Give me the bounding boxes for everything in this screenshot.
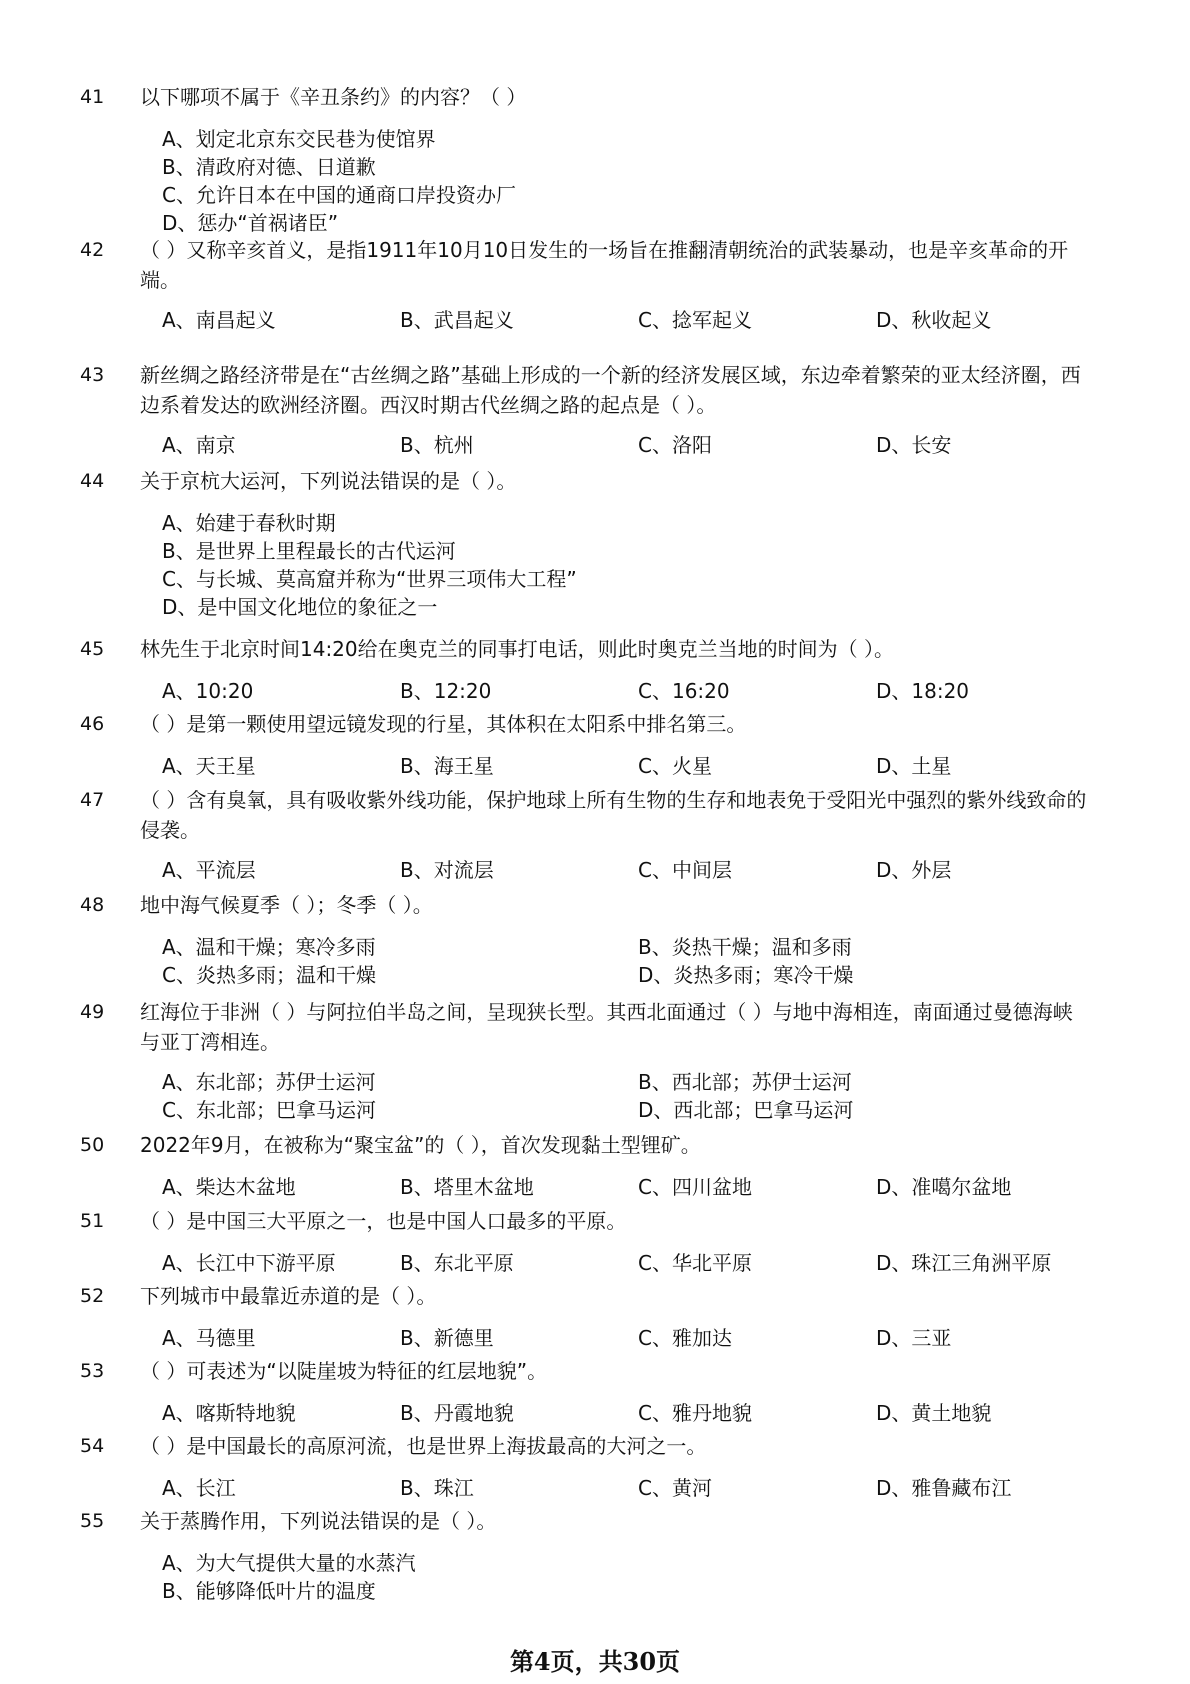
question-number: 55 <box>80 1510 105 1532</box>
option-b[interactable]: B、塔里木盆地 <box>400 1175 534 1199</box>
question-stem: 关于京杭大运河，下列说法错误的是（ ）。 <box>140 469 517 493</box>
option-d[interactable]: D、是中国文化地位的象征之一 <box>162 595 438 619</box>
question-stem: 关于蒸腾作用，下列说法错误的是（ ）。 <box>140 1509 497 1533</box>
option-c[interactable]: C、火星 <box>638 754 712 778</box>
question-number: 49 <box>80 1001 105 1023</box>
option-c[interactable]: C、雅丹地貌 <box>638 1401 752 1425</box>
option-b[interactable]: B、对流层 <box>400 858 494 882</box>
option-b[interactable]: B、新德里 <box>400 1326 494 1350</box>
option-d[interactable]: D、惩办“首祸诸臣” <box>162 211 339 235</box>
question-stem: （ ）含有臭氧，具有吸收紫外线功能，保护地球上所有生物的生存和地表免于受阳光中强烈的紫外线致命的侵袭。 <box>140 788 1087 842</box>
option-d[interactable]: D、炎热多雨；寒冷干燥 <box>638 963 854 987</box>
option-c[interactable]: C、16:20 <box>638 679 730 703</box>
option-b[interactable]: B、能够降低叶片的温度 <box>162 1579 376 1603</box>
option-c[interactable]: C、炎热多雨；温和干燥 <box>162 963 376 987</box>
option-d[interactable]: D、雅鲁藏布江 <box>876 1476 1012 1500</box>
option-b[interactable]: B、海王星 <box>400 754 494 778</box>
option-d[interactable]: D、秋收起义 <box>876 308 992 332</box>
option-b[interactable]: B、12:20 <box>400 679 492 703</box>
question-number: 46 <box>80 713 105 735</box>
option-c[interactable]: C、中间层 <box>638 858 732 882</box>
option-c[interactable]: C、黄河 <box>638 1476 712 1500</box>
option-d[interactable]: D、西北部；巴拿马运河 <box>638 1098 854 1122</box>
option-a[interactable]: A、划定北京东交民巷为使馆界 <box>162 127 436 151</box>
option-d[interactable]: D、外层 <box>876 858 952 882</box>
question-stem: 2022年9月，在被称为“聚宝盆”的（ ），首次发现黏土型锂矿。 <box>140 1133 701 1157</box>
question-number: 44 <box>80 470 105 492</box>
question-stem: 红海位于非洲（ ）与阿拉伯半岛之间，呈现狭长型。其西北面通过（ ）与地中海相连，南面通过曼德海峡与亚丁湾相连。 <box>140 1000 1073 1054</box>
option-a[interactable]: A、长江中下游平原 <box>162 1251 336 1275</box>
option-c[interactable]: C、捻军起义 <box>638 308 752 332</box>
option-a[interactable]: A、柴达木盆地 <box>162 1175 296 1199</box>
question-number: 51 <box>80 1210 105 1232</box>
option-d[interactable]: D、土星 <box>876 754 952 778</box>
option-a[interactable]: A、10:20 <box>162 679 254 703</box>
question-number: 53 <box>80 1360 105 1382</box>
question-number: 43 <box>80 364 105 386</box>
option-b[interactable]: B、武昌起义 <box>400 308 514 332</box>
option-c[interactable]: C、东北部；巴拿马运河 <box>162 1098 376 1122</box>
option-d[interactable]: D、黄土地貌 <box>876 1401 992 1425</box>
question-stem: 新丝绸之路经济带是在“古丝绸之路”基础上形成的一个新的经济发展区域，东边牵着繁荣的亚太经济圈，西边系着发达的欧洲经济圈。西汉时期古代丝绸之路的起点是（ ）。 <box>140 363 1081 417</box>
option-a[interactable]: A、温和干燥；寒冷多雨 <box>162 935 376 959</box>
question-stem: 林先生于北京时间14:20给在奥克兰的同事打电话，则此时奥克兰当地的时间为（ ）。 <box>140 637 894 661</box>
option-b[interactable]: B、西北部；苏伊士运河 <box>638 1070 852 1094</box>
option-b[interactable]: B、炎热干燥；温和多雨 <box>638 935 852 959</box>
option-b[interactable]: B、清政府对德、日道歉 <box>162 155 376 179</box>
option-d[interactable]: D、珠江三角洲平原 <box>876 1251 1052 1275</box>
option-c[interactable]: C、华北平原 <box>638 1251 752 1275</box>
page-footer: 第4页，共30页 <box>509 1647 681 1676</box>
question-stem: 下列城市中最靠近赤道的是（ ）。 <box>140 1284 437 1308</box>
option-c[interactable]: C、与长城、莫高窟并称为“世界三项伟大工程” <box>162 567 577 591</box>
question-number: 47 <box>80 789 105 811</box>
option-a[interactable]: A、为大气提供大量的水蒸汽 <box>162 1551 416 1575</box>
question-stem: （ ）是中国三大平原之一，也是中国人口最多的平原。 <box>140 1209 627 1233</box>
question-stem: 地中海气候夏季（ ）；冬季（ ）。 <box>140 893 433 917</box>
option-d[interactable]: D、准噶尔盆地 <box>876 1175 1012 1199</box>
option-a[interactable]: A、东北部；苏伊士运河 <box>162 1070 376 1094</box>
option-c[interactable]: C、允许日本在中国的通商口岸投资办厂 <box>162 183 516 207</box>
option-c[interactable]: C、四川盆地 <box>638 1175 752 1199</box>
option-d[interactable]: D、三亚 <box>876 1326 952 1350</box>
option-d[interactable]: D、18:20 <box>876 679 970 703</box>
question-stem: （ ）又称辛亥首义，是指1911年10月10日发生的一场旨在推翻清朝统治的武装暴动，也是辛亥革命的开端。 <box>140 238 1069 292</box>
option-a[interactable]: A、南昌起义 <box>162 308 276 332</box>
question-stem: （ ）是中国最长的高原河流，也是世界上海拔最高的大河之一。 <box>140 1434 707 1458</box>
option-b[interactable]: B、丹霞地貌 <box>400 1401 514 1425</box>
option-b[interactable]: B、杭州 <box>400 433 474 457</box>
option-a[interactable]: A、南京 <box>162 433 236 457</box>
option-a[interactable]: A、喀斯特地貌 <box>162 1401 296 1425</box>
question-stem: （ ）可表述为“以陡崖坡为特征的红层地貌”。 <box>140 1359 548 1383</box>
question-number: 45 <box>80 638 105 660</box>
option-b[interactable]: B、东北平原 <box>400 1251 514 1275</box>
question-number: 50 <box>80 1134 105 1156</box>
option-a[interactable]: A、天王星 <box>162 754 256 778</box>
option-d[interactable]: D、长安 <box>876 433 952 457</box>
option-a[interactable]: A、长江 <box>162 1476 236 1500</box>
option-c[interactable]: C、雅加达 <box>638 1326 732 1350</box>
option-b[interactable]: B、是世界上里程最长的古代运河 <box>162 539 456 563</box>
option-a[interactable]: A、马德里 <box>162 1326 256 1350</box>
question-number: 41 <box>80 86 105 108</box>
question-stem: 以下哪项不属于《辛丑条约》的内容？（ ） <box>140 85 527 109</box>
question-stem: （ ）是第一颗使用望远镜发现的行星，其体积在太阳系中排名第三。 <box>140 712 747 736</box>
option-c[interactable]: C、洛阳 <box>638 433 712 457</box>
option-a[interactable]: A、平流层 <box>162 858 256 882</box>
question-number: 54 <box>80 1435 105 1457</box>
option-b[interactable]: B、珠江 <box>400 1476 474 1500</box>
option-a[interactable]: A、始建于春秋时期 <box>162 511 336 535</box>
question-number: 42 <box>80 239 105 261</box>
question-number: 52 <box>80 1285 105 1307</box>
question-number: 48 <box>80 894 105 916</box>
